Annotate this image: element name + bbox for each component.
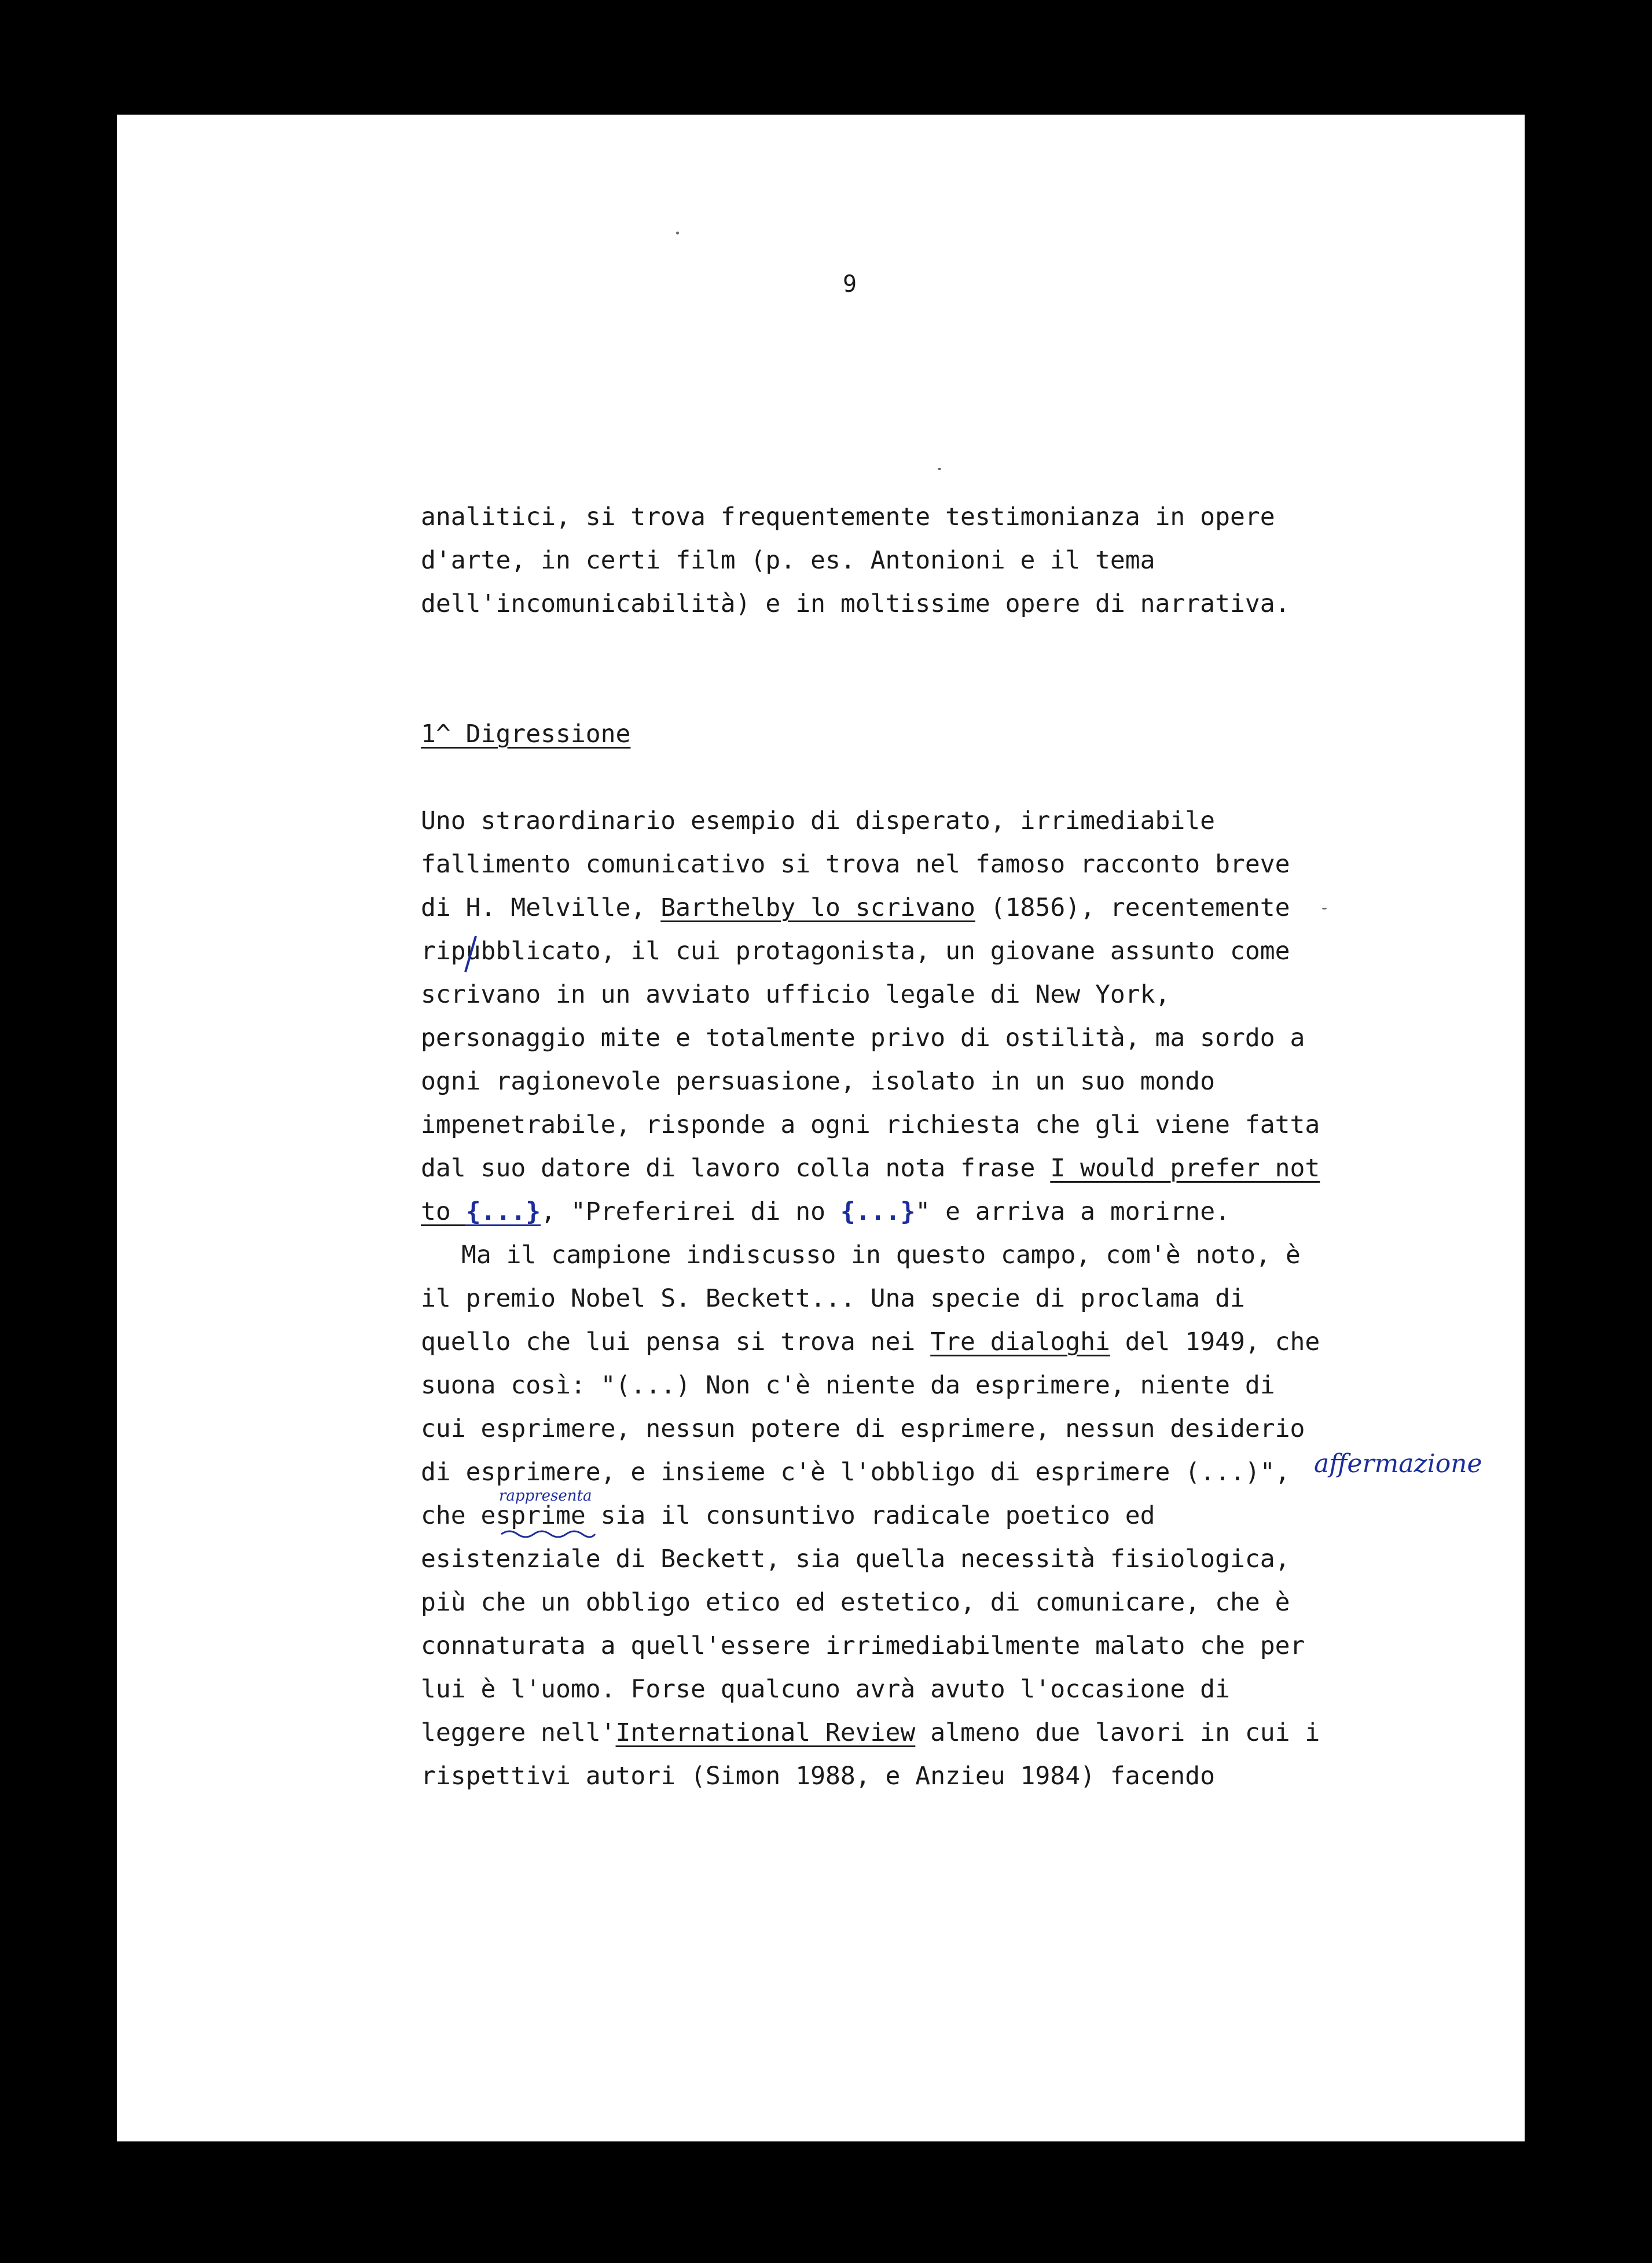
text-line: Ma il campione indiscusso in questo campo, com'è noto, è: [461, 1241, 1301, 1270]
text-segment: " e arriva a morirne.: [915, 1197, 1230, 1226]
text-line: suona così: "(...) Non c'è niente da esprimere, niente di: [421, 1371, 1275, 1400]
text-segment: del 1949, che: [1110, 1327, 1320, 1356]
journal-title: International Review: [615, 1718, 916, 1747]
text-line: [421, 1190, 1405, 1234]
text-line: [421, 1711, 1405, 1755]
text-line: ripubblicato, il cui protagonista, un giovane assunto come: [421, 937, 1290, 966]
text-line: analitici, si trova frequentemente testimonianza in opere: [421, 503, 1275, 531]
text-line: fallimento comunicativo si trova nel famoso racconto breve: [421, 850, 1290, 879]
quoted-phrase: I would prefer not: [1050, 1154, 1320, 1183]
text-segment: quello che lui pensa si trova nei: [421, 1327, 931, 1356]
text-segment: , "Preferirei di no: [541, 1197, 840, 1226]
correction-slash: [458, 934, 482, 974]
text-line: cui esprimere, nessun potere di esprimere, nessun desiderio: [421, 1414, 1305, 1443]
text-line: scrivano in un avviato ufficio legale di New York,: [421, 980, 1170, 1009]
handwritten-brace: {...}: [465, 1197, 541, 1226]
text-segment: (1856), recentemente: [975, 893, 1290, 922]
section-heading-text: 1^ Digressione: [421, 720, 631, 749]
text-line: [421, 1147, 1405, 1190]
text-line: personaggio mite e totalmente privo di ostilità, ma sordo a: [421, 1024, 1305, 1052]
text-segment: di H. Melville,: [421, 893, 661, 922]
text-line: rispettivi autori (Simon 1988, e Anzieu 1984) facendo: [421, 1762, 1216, 1791]
text-line: Uno straordinario esempio di disperato, irrimediabile: [421, 806, 1216, 835]
book-title: Tre dialoghi: [930, 1327, 1110, 1356]
text-line: lui è l'uomo. Forse qualcuno avrà avuto l'occasione di: [421, 1675, 1230, 1704]
quoted-phrase: to: [421, 1197, 466, 1226]
text-line: d'arte, in certi film (p. es. Antonioni e il tema: [421, 546, 1155, 575]
page-number: 9: [842, 271, 857, 298]
text-line: [421, 886, 1405, 930]
text-line: che esprime sia il consuntivo radicale poetico ed: [421, 1501, 1155, 1530]
text-line: esistenziale di Beckett, sia quella necessità fisiologica,: [421, 1545, 1290, 1574]
text-line: di esprimere, e insieme c'è l'obbligo di esprimere (...)",: [421, 1458, 1290, 1487]
text-line: [421, 1321, 1405, 1364]
text-segment: dal suo datore di lavoro colla nota frase: [421, 1154, 1051, 1183]
interline-note: rappresenta: [499, 1487, 592, 1505]
text-line: più che un obbligo etico ed estetico, di comunicare, che è: [421, 1588, 1290, 1617]
handwritten-brace: {...}: [840, 1197, 916, 1226]
document-page: [117, 115, 1525, 2141]
text-segment: almeno due lavori in cui i: [915, 1718, 1320, 1747]
wavy-underline: [499, 1527, 597, 1540]
text-line: connaturata a quell'essere irrimediabilmente malato che per: [421, 1631, 1305, 1660]
text-line: il premio Nobel S. Beckett... Una specie di proclama di: [421, 1284, 1245, 1313]
margin-note: affermazione: [1314, 1449, 1482, 1479]
text-line: dell'incomunicabilità) e in moltissime opere di narrativa.: [421, 589, 1290, 618]
text-segment: leggere nell': [421, 1718, 616, 1747]
book-title: Barthelby lo scrivano: [660, 893, 975, 922]
section-heading: [421, 713, 1405, 756]
text-line: ogni ragionevole persuasione, isolato in un suo mondo: [421, 1067, 1216, 1096]
text-line: impenetrabile, risponde a ogni richiesta che gli viene fatta: [421, 1110, 1320, 1139]
